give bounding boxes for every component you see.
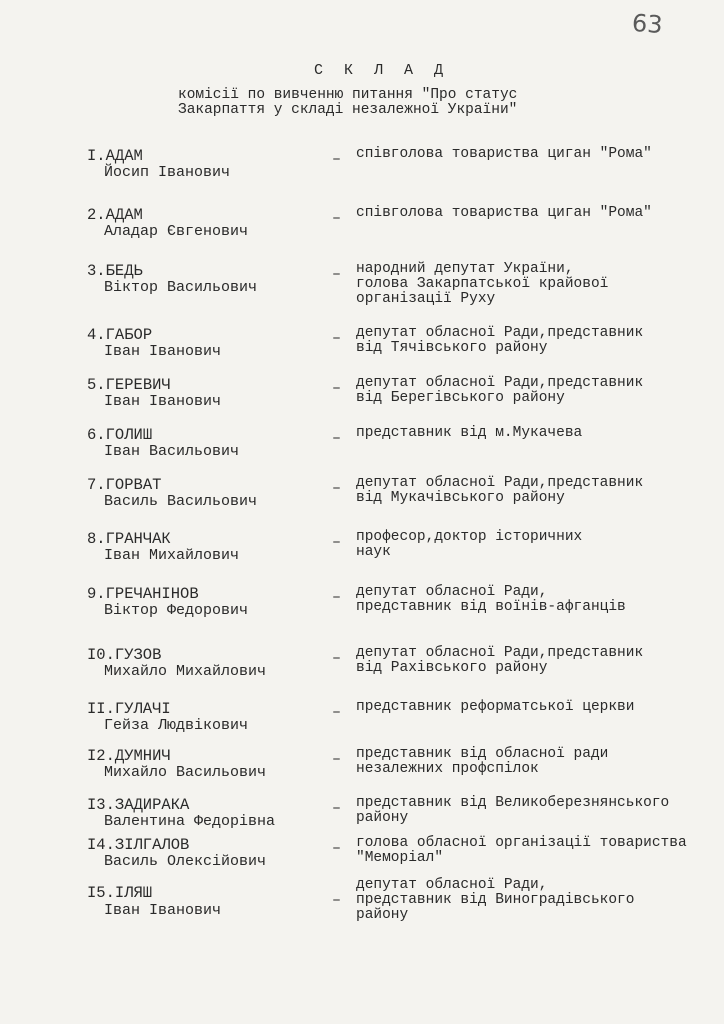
- member-description: депутат обласної Ради,представник вiд Рахiвського району: [356, 645, 644, 676]
- member-surname: ІЛЯШ: [114, 884, 153, 902]
- member-surname: ГУЛАЧІ: [114, 700, 171, 718]
- member-surname-line: [87, 585, 199, 603]
- member-given-name: Іван Михайлович: [104, 547, 240, 564]
- member-number: 7.: [87, 476, 106, 494]
- member-description: представник вiд м.Мукачева: [356, 425, 583, 441]
- member-given-name: Михайло Васильович: [104, 764, 267, 781]
- member-surname-line: [87, 262, 143, 280]
- member-surname: ГЕРЕВИЧ: [105, 376, 171, 394]
- member-surname: ГОЛИШ: [105, 426, 153, 444]
- member-number: 9.: [87, 585, 106, 603]
- member-given-name: Іван Іванович: [104, 393, 222, 410]
- member-given-name: Іван Іванович: [104, 343, 222, 360]
- member-given-name: Василь Васильович: [104, 493, 258, 510]
- member-given-name: Віктор Федорович: [104, 602, 249, 619]
- member-description: депутат обласної Ради,представник вiд Берегiвського району: [356, 375, 644, 406]
- member-number: I.: [87, 147, 106, 165]
- dash-separator: –: [332, 266, 342, 283]
- member-surname: ГОРВАТ: [105, 476, 162, 494]
- dash-separator: –: [332, 751, 342, 768]
- member-given-name: Василь Олексійович: [104, 853, 267, 870]
- member-given-name: Валентина Федорівна: [104, 813, 276, 830]
- member-entry: [0, 426, 724, 472]
- member-surname: ГУЗОВ: [114, 646, 162, 664]
- member-given-name: Віктор Васильович: [104, 279, 258, 296]
- member-entry: [0, 262, 724, 308]
- member-surname-line: [87, 836, 189, 854]
- member-number: 3.: [87, 262, 106, 280]
- member-entry: [0, 700, 724, 746]
- member-number: 2.: [87, 206, 106, 224]
- member-given-name: Іван Іванович: [104, 902, 222, 919]
- dash-separator: –: [332, 380, 342, 397]
- member-surname-line: [87, 376, 171, 394]
- member-description: представник реформатської церкви: [356, 699, 635, 715]
- member-description: народний депутат України, голова Закарпатської крайової організації Руху: [356, 261, 609, 307]
- member-surname-line: [87, 476, 161, 494]
- dash-separator: –: [332, 480, 342, 497]
- member-number: I5.: [87, 884, 115, 902]
- member-surname: ГРЕЧАНІНОВ: [105, 585, 199, 603]
- member-entry: [0, 747, 724, 793]
- member-surname: АДАМ: [105, 147, 143, 165]
- member-surname: ДУМНИЧ: [114, 747, 171, 765]
- member-entry: [0, 476, 724, 522]
- dash-separator: –: [332, 892, 342, 909]
- member-number: 4.: [87, 326, 106, 344]
- dash-separator: –: [332, 704, 342, 721]
- member-description: депутат обласної Ради,представник вiд Мукачiвського району: [356, 475, 644, 506]
- member-number: 8.: [87, 530, 106, 548]
- member-surname-line: [87, 206, 143, 224]
- member-description: голова обласної організації товариства "Меморiал": [356, 835, 687, 866]
- member-given-name: Аладар Євгенович: [104, 223, 249, 240]
- dash-separator: –: [332, 650, 342, 667]
- member-number: I0.: [87, 646, 115, 664]
- member-entry: [0, 646, 724, 692]
- member-entry: [0, 326, 724, 372]
- member-surname: АДАМ: [105, 206, 143, 224]
- dash-separator: –: [332, 430, 342, 447]
- member-description: депутат обласної Ради,представник вiд Тячiвського району: [356, 325, 644, 356]
- member-entry: [0, 530, 724, 576]
- member-entry: [0, 376, 724, 422]
- member-number: 5.: [87, 376, 106, 394]
- member-description: професор,доктор історичних наук: [356, 529, 583, 560]
- member-surname: ГРАНЧАК: [105, 530, 171, 548]
- member-surname: БЕДЬ: [105, 262, 143, 280]
- member-surname-line: [87, 326, 152, 344]
- member-surname-line: [87, 426, 152, 444]
- dash-separator: –: [332, 534, 342, 551]
- document-title: С К Л А Д: [314, 62, 450, 79]
- page-number: 63: [631, 8, 664, 40]
- dash-separator: –: [332, 589, 342, 606]
- member-surname-line: [87, 747, 171, 765]
- member-surname-line: [87, 796, 189, 814]
- member-number: I4.: [87, 836, 115, 854]
- member-surname-line: [87, 646, 161, 664]
- member-description: спiвголова товариства циган "Рома": [356, 146, 652, 162]
- member-entry: [0, 878, 724, 938]
- member-number: I3.: [87, 796, 115, 814]
- member-entry: [0, 585, 724, 631]
- dash-separator: –: [332, 151, 342, 168]
- member-entry: [0, 206, 724, 252]
- member-number: I2.: [87, 747, 115, 765]
- dash-separator: –: [332, 330, 342, 347]
- member-given-name: Йосип Іванович: [104, 164, 231, 181]
- member-surname-line: [87, 700, 171, 718]
- member-number: 6.: [87, 426, 106, 444]
- member-surname-line: [87, 530, 171, 548]
- member-description: депутат обласної Ради, представник вiд Виноградiвського району: [356, 877, 635, 923]
- member-given-name: Михайло Михайлович: [104, 663, 267, 680]
- member-description: депутат обласної Ради, представник вiд воїнiв-афганцiв: [356, 584, 626, 615]
- member-entry: [0, 147, 724, 193]
- member-description: представник вiд Великоберезнянського району: [356, 795, 670, 826]
- member-surname-line: [87, 147, 143, 165]
- member-number: II.: [87, 700, 115, 718]
- dash-separator: –: [332, 840, 342, 857]
- member-surname: ЗАДИРАКА: [114, 796, 190, 814]
- member-entry: [0, 836, 724, 882]
- dash-separator: –: [332, 210, 342, 227]
- member-surname: ЗІЛГАЛОВ: [114, 836, 190, 854]
- member-given-name: Гейза Людвікович: [104, 717, 249, 734]
- member-given-name: Іван Васильович: [104, 443, 240, 460]
- document-subtitle: комісії по вивченню питання "Про статус Закарпаття у складі незалежної України": [178, 87, 518, 118]
- dash-separator: –: [332, 800, 342, 817]
- member-surname-line: [87, 884, 152, 902]
- member-surname: ГАБОР: [105, 326, 153, 344]
- member-description: спiвголова товариства циган "Рома": [356, 205, 652, 221]
- member-description: представник вiд обласної ради незалежних профспiлок: [356, 746, 609, 777]
